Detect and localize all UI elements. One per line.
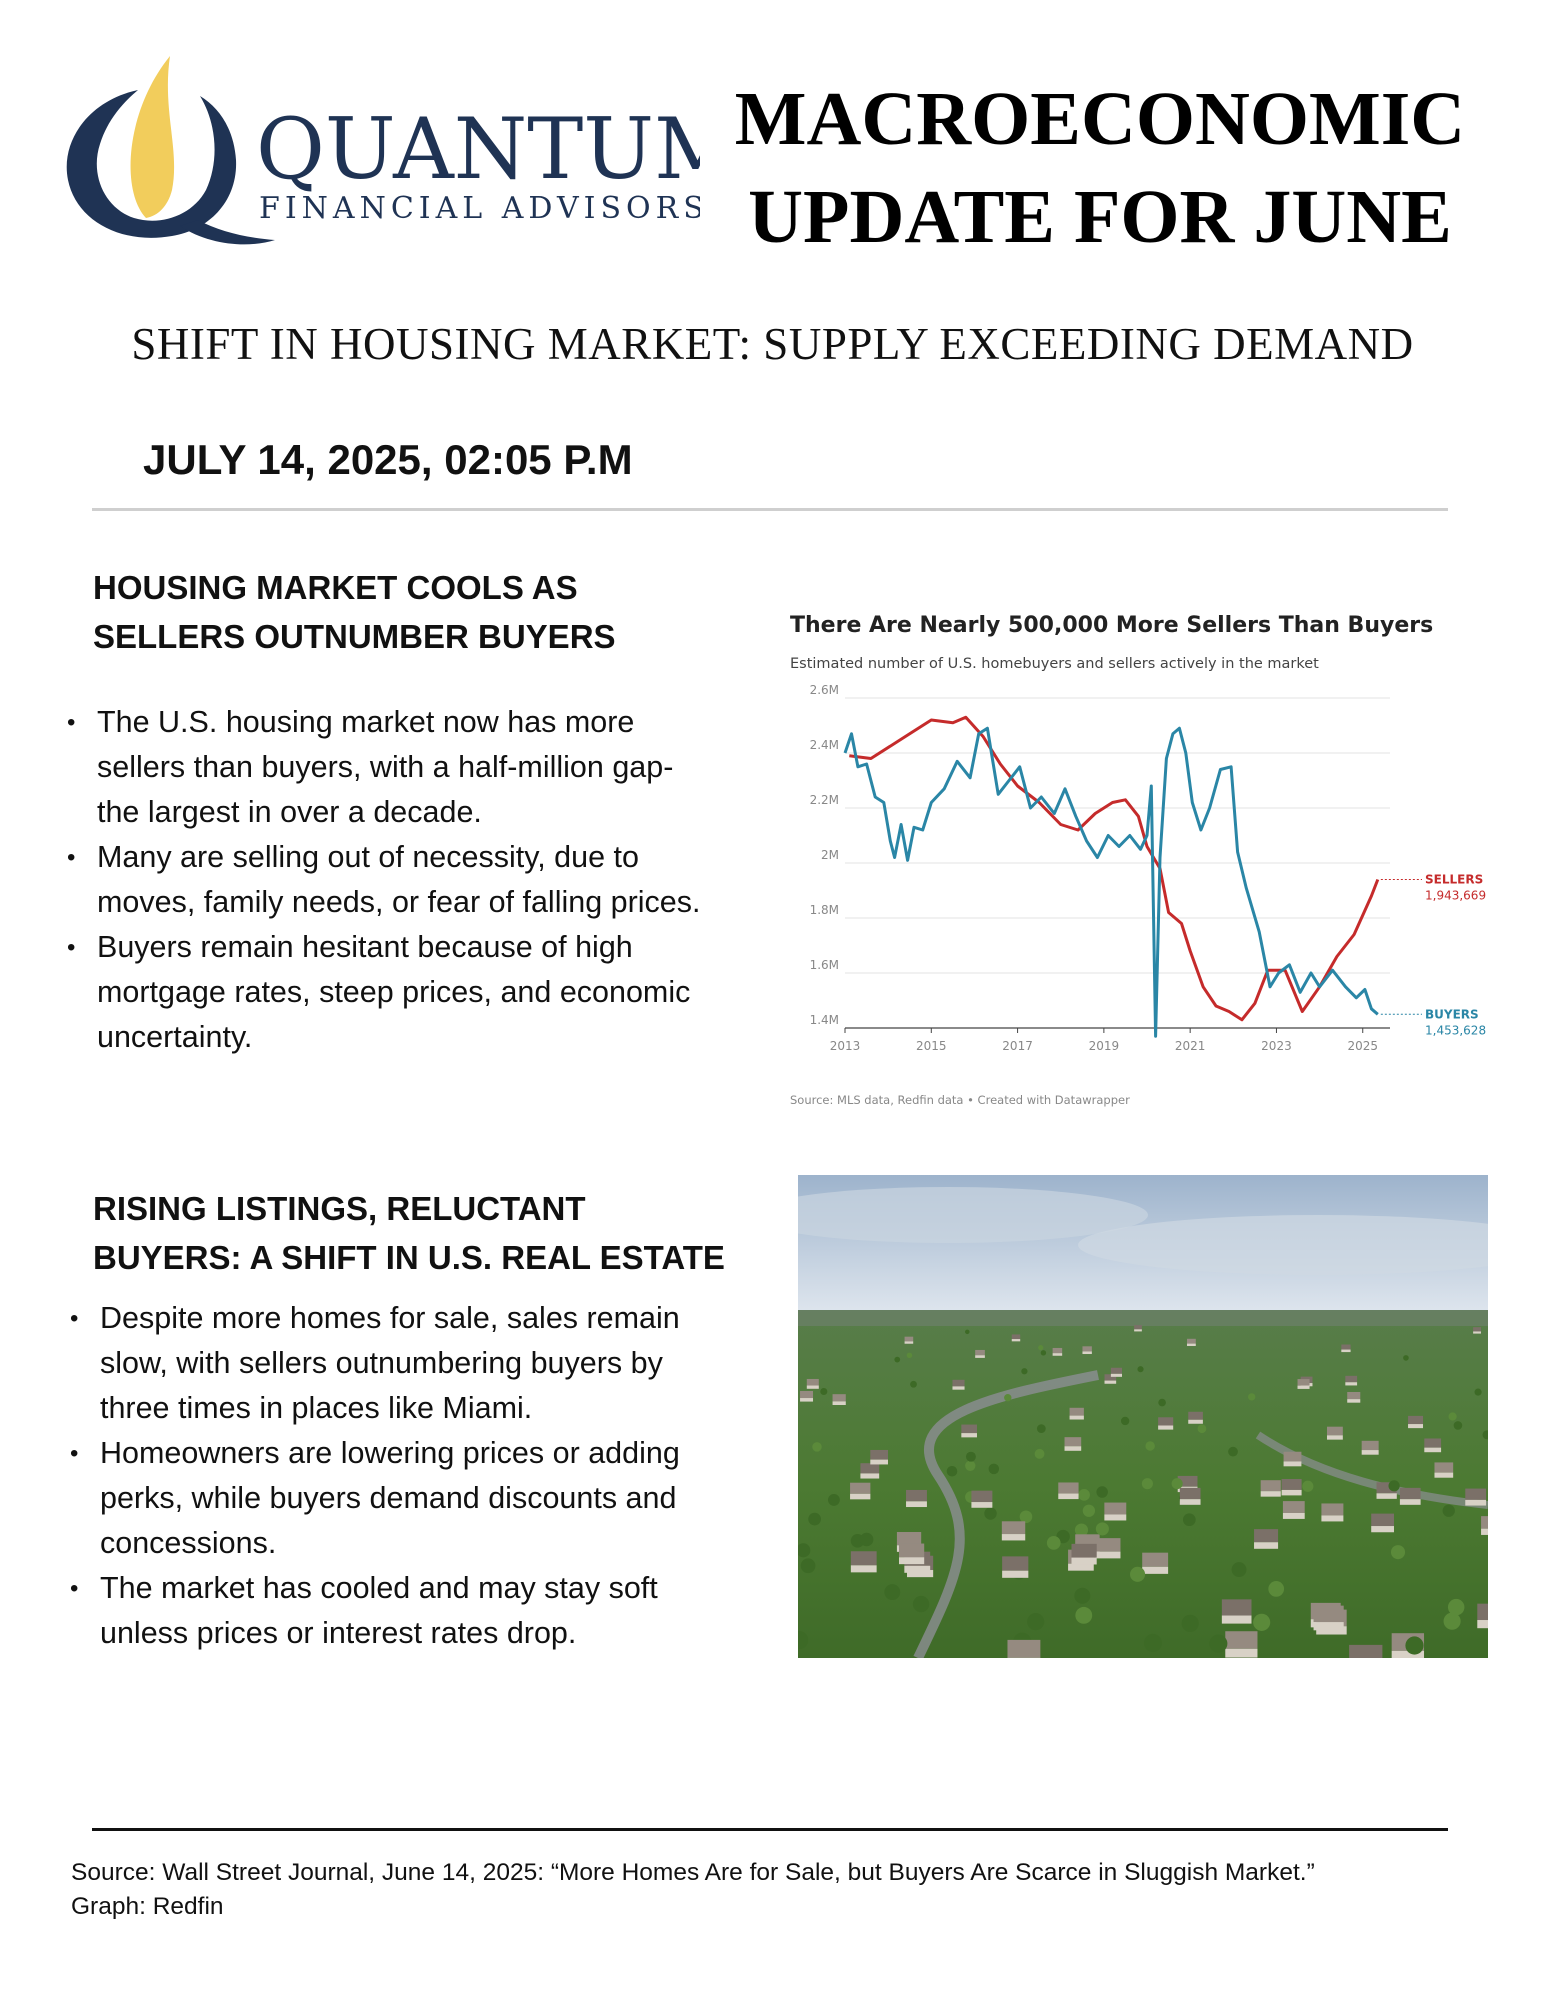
house-wall xyxy=(1314,1622,1344,1630)
house-roof xyxy=(1282,1479,1302,1490)
tree xyxy=(820,1388,827,1395)
house-roof xyxy=(1481,1516,1488,1529)
house-roof xyxy=(971,1491,992,1502)
house-roof xyxy=(1104,1503,1126,1515)
logo-tagline: FINANCIAL ADVISORS xyxy=(259,191,700,226)
house-roof xyxy=(1314,1606,1344,1622)
bullet-line: mortgage rates, steep prices, and economic xyxy=(97,975,691,1009)
house-wall xyxy=(1111,1374,1122,1377)
chart-subtitle: Estimated number of U.S. homebuyers and sellers actively in the market xyxy=(790,656,1319,672)
house-roof xyxy=(1187,1339,1196,1344)
bullet-dot-icon: • xyxy=(70,1305,79,1332)
x-tick-label: 2021 xyxy=(1174,1039,1206,1053)
house-roof xyxy=(1473,1327,1481,1331)
bullet-dot-icon: • xyxy=(67,709,76,736)
bullet-line: Buyers remain hesitant because of high xyxy=(97,930,633,964)
house-roof xyxy=(807,1379,819,1386)
tree xyxy=(1444,1613,1461,1630)
house-wall xyxy=(1071,1558,1096,1565)
house-roof xyxy=(1180,1488,1201,1499)
tree xyxy=(860,1533,874,1547)
house-wall xyxy=(1142,1567,1168,1574)
house-wall xyxy=(1053,1353,1063,1356)
house-roof xyxy=(1424,1438,1441,1447)
house-wall xyxy=(1222,1616,1252,1624)
house-wall xyxy=(1284,1461,1302,1466)
tree xyxy=(1075,1607,1092,1624)
bullet-line: Homeowners are lowering prices or adding xyxy=(100,1436,680,1470)
house-roof xyxy=(1225,1631,1257,1649)
house-wall xyxy=(1254,1542,1278,1549)
house-roof xyxy=(952,1380,964,1387)
house-roof xyxy=(833,1394,846,1401)
house-wall xyxy=(1180,1499,1201,1505)
house-wall xyxy=(1134,1329,1142,1331)
tree xyxy=(1454,1421,1463,1430)
tree xyxy=(1121,1417,1129,1425)
house-wall xyxy=(975,1355,985,1358)
house-roof xyxy=(1434,1462,1453,1472)
section2-heading-line1: RISING LISTINGS, RELUCTANT xyxy=(93,1190,586,1227)
x-tick-label: 2013 xyxy=(829,1039,861,1053)
bullet-dot-icon: • xyxy=(67,934,76,961)
house-wall xyxy=(1082,1351,1091,1354)
tree xyxy=(965,1461,975,1471)
y-tick-label: 1.4M xyxy=(809,1013,839,1027)
tree xyxy=(910,1381,917,1388)
house-roof xyxy=(1321,1503,1343,1515)
house-wall xyxy=(1298,1386,1310,1389)
y-tick-label: 2.2M xyxy=(809,793,839,807)
tree xyxy=(1144,1634,1162,1652)
tree xyxy=(1209,1635,1227,1653)
house-wall xyxy=(1465,1500,1486,1506)
house-wall xyxy=(1481,1529,1488,1535)
house-roof xyxy=(1053,1348,1063,1353)
house-wall xyxy=(1283,1513,1305,1519)
bullet-dot-icon: • xyxy=(70,1440,79,1467)
logo-name: QUANTUM xyxy=(256,100,700,198)
house-roof xyxy=(1400,1488,1421,1499)
house-roof xyxy=(1284,1452,1302,1462)
quantum-q-icon xyxy=(60,50,700,260)
house-wall xyxy=(1012,1339,1020,1341)
house-wall xyxy=(870,1460,888,1465)
tree xyxy=(1038,1345,1043,1350)
tree xyxy=(1130,1567,1145,1582)
house-roof xyxy=(1002,1556,1028,1570)
house-roof xyxy=(1371,1514,1394,1526)
tree xyxy=(1074,1588,1090,1604)
tree xyxy=(1405,1636,1423,1654)
tree xyxy=(1037,1424,1046,1433)
tree xyxy=(1137,1366,1143,1372)
report-date: JULY 14, 2025, 02:05 P.M xyxy=(143,436,633,483)
bullet-line: The market has cooled and may stay soft xyxy=(100,1571,658,1605)
house-wall xyxy=(1058,1494,1078,1500)
neighborhood-image xyxy=(798,1175,1488,1658)
tree xyxy=(1145,1441,1154,1450)
house-roof xyxy=(1007,1640,1040,1658)
tree xyxy=(1391,1545,1405,1559)
house-roof xyxy=(1065,1437,1082,1446)
house-wall xyxy=(1261,1491,1281,1496)
source-citation: Source: Wall Street Journal, June 14, 2025: “More Homes Are for Sale, but Buyers Are Scarce in Sluggish Market.” xyxy=(71,1859,1315,1886)
tree xyxy=(1448,1599,1465,1616)
bullet-line: uncertainty. xyxy=(97,1020,253,1054)
company-logo xyxy=(60,50,700,260)
house-wall xyxy=(1345,1382,1357,1385)
bullet-line: concessions. xyxy=(100,1526,277,1560)
tree xyxy=(1449,1412,1457,1420)
house-roof xyxy=(1142,1553,1168,1567)
house-roof xyxy=(1134,1325,1142,1329)
house-roof xyxy=(1465,1489,1486,1500)
house-wall xyxy=(899,1557,924,1564)
bullet-item xyxy=(67,835,777,925)
tree xyxy=(828,1494,840,1506)
tree xyxy=(913,1596,929,1612)
section2-bullet-list xyxy=(70,1296,780,1656)
page-subtitle: SHIFT IN HOUSING MARKET: SUPPLY EXCEEDING DEMAND xyxy=(131,319,1414,369)
house-roof xyxy=(1349,1645,1382,1658)
house-roof xyxy=(1261,1480,1281,1491)
house-roof xyxy=(899,1544,924,1558)
house-roof xyxy=(1347,1392,1360,1399)
house-roof xyxy=(1298,1379,1310,1386)
tree xyxy=(966,1452,976,1462)
tree xyxy=(1096,1522,1109,1535)
house-wall xyxy=(1477,1620,1488,1628)
house-wall xyxy=(1070,1416,1084,1420)
house-roof xyxy=(975,1350,985,1355)
house-wall xyxy=(1188,1420,1203,1424)
bullet-item xyxy=(67,925,777,1060)
tree xyxy=(812,1442,822,1452)
house-wall xyxy=(1002,1571,1028,1578)
house-roof xyxy=(1096,1538,1121,1552)
house-wall xyxy=(800,1398,813,1402)
y-tick-label: 2.6M xyxy=(809,683,839,697)
series-line-sellers xyxy=(849,717,1378,1020)
x-tick-label: 2019 xyxy=(1088,1039,1120,1053)
house-wall xyxy=(1065,1446,1082,1451)
house-wall xyxy=(961,1433,977,1437)
tree xyxy=(1035,1449,1045,1459)
house-wall xyxy=(860,1473,879,1478)
bullet-item xyxy=(70,1431,780,1566)
series-value-buyers: 1,453,628 xyxy=(1425,1023,1487,1038)
bullet-dot-icon: • xyxy=(67,844,76,871)
house-roof xyxy=(905,1337,914,1342)
x-tick-label: 2025 xyxy=(1347,1039,1379,1053)
tree xyxy=(1078,1489,1090,1501)
y-tick-label: 2M xyxy=(821,848,839,862)
tree xyxy=(1027,1613,1044,1630)
house-wall xyxy=(1371,1526,1394,1532)
house-wall xyxy=(1377,1493,1397,1499)
tree xyxy=(894,1357,900,1363)
bullet-line: sellers than buyers, with a half-million gap- xyxy=(97,750,674,784)
x-tick-label: 2017 xyxy=(1002,1039,1033,1053)
page-title xyxy=(700,70,1500,266)
house-wall xyxy=(1158,1425,1173,1429)
x-tick-label: 2023 xyxy=(1261,1039,1292,1053)
house-roof xyxy=(860,1463,879,1473)
bullet-line: the largest in over a decade. xyxy=(97,795,482,829)
tree xyxy=(1158,1399,1166,1407)
house-roof xyxy=(906,1490,927,1501)
house-roof xyxy=(1058,1482,1078,1493)
bullet-line: Despite more homes for sale, sales remain xyxy=(100,1301,680,1335)
tree xyxy=(907,1353,913,1359)
bullet-line: slow, with sellers outnumbering buyers by xyxy=(100,1346,663,1380)
tree xyxy=(1198,1424,1207,1433)
house-roof xyxy=(1283,1501,1305,1513)
bullet-line: The U.S. housing market now has more xyxy=(97,705,635,739)
house-wall xyxy=(905,1341,914,1343)
divider-top xyxy=(92,508,1448,511)
house-wall xyxy=(1002,1534,1025,1540)
divider-bottom xyxy=(92,1828,1448,1831)
bullet-dot-icon: • xyxy=(70,1575,79,1602)
house-wall xyxy=(1225,1649,1257,1658)
tree xyxy=(989,1464,999,1474)
house-roof xyxy=(800,1391,813,1398)
house-wall xyxy=(807,1386,819,1389)
tree xyxy=(1047,1536,1061,1550)
bullet-item xyxy=(70,1566,780,1656)
house-roof xyxy=(1345,1376,1357,1382)
y-tick-label: 1.6M xyxy=(809,958,839,972)
series-label-sellers: SELLERS xyxy=(1425,872,1484,887)
house-roof xyxy=(961,1425,977,1434)
house-wall xyxy=(1187,1344,1196,1346)
house-roof xyxy=(1158,1417,1173,1425)
house-roof xyxy=(1082,1346,1091,1351)
house-wall xyxy=(1341,1350,1350,1353)
section2-heading-line2: BUYERS: A SHIFT IN U.S. REAL ESTATE xyxy=(93,1239,725,1276)
tree xyxy=(1253,1614,1270,1631)
tree xyxy=(1172,1478,1183,1489)
house-roof xyxy=(1222,1599,1252,1615)
house-wall xyxy=(1362,1450,1379,1455)
house-roof xyxy=(1327,1427,1343,1436)
chart-source: Source: MLS data, Redfin data • Created with Datawrapper xyxy=(790,1093,1130,1107)
series-value-sellers: 1,943,669 xyxy=(1425,888,1487,903)
tree xyxy=(1182,1615,1199,1632)
series-line-buyers xyxy=(845,728,1378,1036)
y-tick-label: 1.8M xyxy=(809,903,839,917)
tree xyxy=(1021,1368,1027,1374)
house-wall xyxy=(1105,1381,1117,1384)
house-wall xyxy=(971,1502,992,1508)
x-tick-label: 2015 xyxy=(916,1039,947,1053)
house-roof xyxy=(1362,1441,1379,1450)
house-roof xyxy=(1070,1408,1084,1416)
section1-heading xyxy=(93,563,713,661)
house-roof xyxy=(1002,1521,1025,1534)
house-wall xyxy=(1434,1473,1453,1478)
chart-svg xyxy=(790,610,1500,1110)
house-roof xyxy=(1341,1345,1350,1350)
house-wall xyxy=(1282,1490,1302,1495)
house-roof xyxy=(1477,1604,1488,1620)
tree xyxy=(965,1330,969,1334)
graph-credit: Graph: Redfin xyxy=(71,1893,224,1920)
chart-title: There Are Nearly 500,000 More Sellers Than Buyers xyxy=(790,613,1434,638)
tree xyxy=(1020,1510,1033,1523)
house-wall xyxy=(851,1565,877,1572)
house-roof xyxy=(1408,1416,1423,1424)
tree xyxy=(1096,1486,1107,1497)
bullet-line: unless prices or interest rates drop. xyxy=(100,1616,577,1650)
tree xyxy=(1268,1581,1284,1597)
tree xyxy=(1041,1350,1046,1355)
bullet-item xyxy=(70,1296,780,1431)
house-wall xyxy=(1068,1564,1094,1571)
house-roof xyxy=(870,1450,888,1460)
tree xyxy=(984,1507,996,1519)
house-wall xyxy=(1424,1448,1441,1453)
house-wall xyxy=(850,1494,870,1500)
bullet-line: Many are selling out of necessity, due to xyxy=(97,840,639,874)
tree xyxy=(1475,1389,1482,1396)
title-line-2: UPDATE FOR JUNE xyxy=(748,175,1452,259)
house-roof xyxy=(1111,1368,1122,1374)
section1-heading-line1: HOUSING MARKET COOLS AS xyxy=(93,569,578,606)
tree xyxy=(1388,1480,1399,1491)
house-wall xyxy=(1408,1424,1423,1428)
house-wall xyxy=(1473,1331,1481,1333)
tree xyxy=(1443,1505,1455,1517)
bullet-line: perks, while buyers demand discounts and xyxy=(100,1481,677,1515)
house-wall xyxy=(906,1501,927,1507)
aerial-neighborhood-photo xyxy=(798,1175,1488,1658)
bullet-item xyxy=(67,700,777,835)
house-roof xyxy=(1071,1544,1096,1558)
title-line-1: MACROECONOMIC xyxy=(734,77,1466,161)
house-wall xyxy=(952,1386,964,1389)
tree xyxy=(1403,1355,1409,1361)
tree xyxy=(1302,1481,1313,1492)
tree xyxy=(808,1513,821,1526)
tree xyxy=(801,1558,816,1573)
house-wall xyxy=(1347,1399,1360,1403)
house-wall xyxy=(1321,1515,1343,1521)
tree xyxy=(1232,1562,1247,1577)
tree xyxy=(1228,1447,1238,1457)
section1-bullet-list xyxy=(67,700,777,1060)
house-wall xyxy=(1400,1499,1421,1505)
sellers-buyers-chart xyxy=(790,610,1500,1110)
house-roof xyxy=(850,1483,870,1494)
house-wall xyxy=(904,1566,930,1573)
tree xyxy=(947,1466,958,1477)
house-roof xyxy=(1012,1334,1020,1339)
tree xyxy=(1004,1394,1011,1401)
house-roof xyxy=(1254,1529,1278,1542)
house-wall xyxy=(1096,1552,1121,1559)
house-roof xyxy=(851,1551,877,1565)
bullet-line: three times in places like Miami. xyxy=(100,1391,533,1425)
house-wall xyxy=(833,1401,846,1405)
y-tick-label: 2.4M xyxy=(809,738,839,752)
bullet-line: moves, family needs, or fear of falling prices. xyxy=(97,885,701,919)
house-roof xyxy=(897,1532,921,1545)
series-label-buyers: BUYERS xyxy=(1425,1007,1479,1022)
tree xyxy=(1142,1478,1153,1489)
section1-heading-line2: SELLERS OUTNUMBER BUYERS xyxy=(93,618,616,655)
tree xyxy=(1248,1393,1255,1400)
section2-heading xyxy=(93,1184,793,1282)
house-wall xyxy=(1104,1514,1126,1520)
house-wall xyxy=(1327,1435,1343,1439)
tree xyxy=(1083,1505,1095,1517)
tree xyxy=(1183,1513,1196,1526)
house-roof xyxy=(1188,1412,1203,1420)
tree xyxy=(884,1584,900,1600)
